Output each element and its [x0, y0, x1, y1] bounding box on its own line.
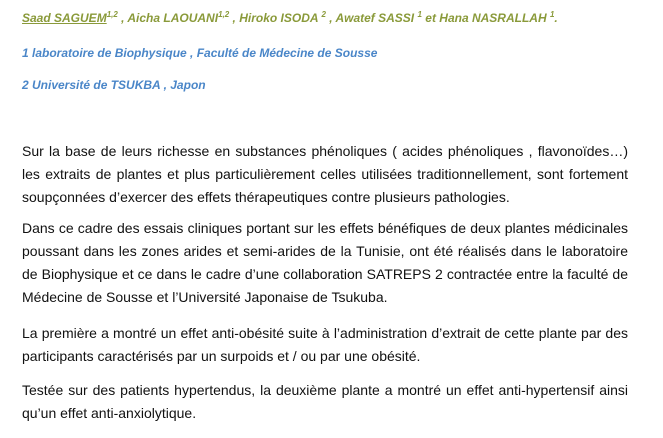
author-name-3: Hiroko ISODA — [239, 11, 322, 25]
author-separator-5: . — [554, 11, 558, 25]
author-affil-sup-4: 1 — [417, 10, 422, 19]
author-name-1: Saad SAGUEM — [22, 11, 107, 25]
author-separator-4: et — [421, 11, 440, 25]
author-affil-sup-2: 1,2 — [218, 10, 230, 19]
author-name-4: Awatef SASSI — [335, 11, 418, 25]
paragraph-3: La première a montré un effet anti-obésité suite à l’administration d’extrait de cette plante par des participants caractérisés par un surpoids et / ou par une obésité. — [22, 325, 628, 364]
author-name-5: Hana NASRALLAH — [439, 11, 550, 25]
author-name-2: Aicha LAOUANI — [127, 11, 219, 25]
paragraph-4: Testée sur des patients hypertendus, la deuxième plante a montré un effet anti-hypertensif ainsi qu’un effet anti-anxiolytique. — [22, 382, 628, 421]
author-line — [22, 11, 558, 25]
author-separator-2: , — [229, 11, 240, 25]
affiliation-2: 2 Université de TSUKBA , Japon — [22, 78, 206, 92]
author-affil-sup-1: 1,2 — [106, 10, 118, 19]
author-affil-sup-3: 2 — [321, 10, 326, 19]
paragraph-1: Sur la base de leurs richesse en substances phénoliques ( acides phénoliques , flavonoïdes…) les extraits de plantes et plus particulièrement celles utilisées traditionnellement, sont fortement soupçonnées d’exercer des effets thérapeutiques contre plusieurs pathologies. — [22, 143, 628, 205]
author-affil-sup-5: 1 — [549, 10, 555, 19]
author-separator-1: , — [117, 11, 128, 25]
affiliation-1: 1 laboratoire de Biophysique , Faculté de Médecine de Sousse — [22, 46, 378, 60]
paragraph-2: Dans ce cadre des essais cliniques portant sur les effets bénéfiques de deux plantes médicinales poussant dans les zones arides et semi-arides de la Tunisie, ont été réalisés dans le laboratoire de Biophysique et ce dans le cadre d’une collaboration SATREPS 2 contractée entre la faculté de Médecine de Sousse et l’Université Japonaise de Tsukuba. — [22, 220, 628, 305]
author-separator-3: , — [325, 11, 336, 25]
